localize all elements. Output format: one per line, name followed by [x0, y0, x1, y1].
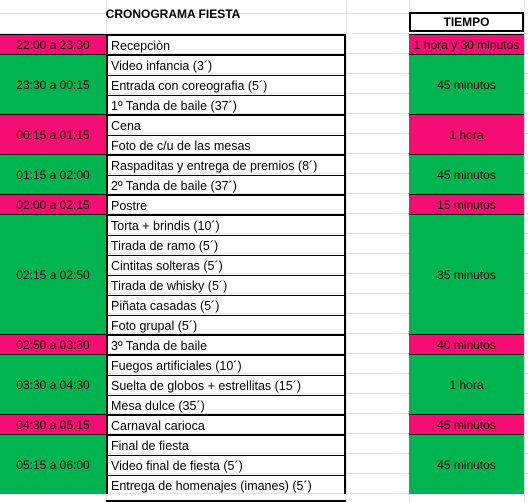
duration-cell[interactable]: 35 minutos	[409, 214, 524, 334]
duration-cell[interactable]: 1 hora	[409, 114, 524, 154]
duration-cell[interactable]: 45 minutos	[409, 434, 524, 494]
activity-cell[interactable]: Tirada de ramo (5´)	[108, 236, 344, 256]
activity-cell[interactable]: Raspaditas y entrega de premios (8´)	[108, 156, 344, 176]
activity-cell[interactable]: Fuegos artificiales (10´)	[108, 356, 344, 376]
activity-cell[interactable]: Suelta de globos + estrellitas (15´)	[108, 376, 344, 396]
activity-cell[interactable]: Entrega de homenajes (imanes) (5´)	[111, 479, 312, 493]
time-slot-cell[interactable]: 23:30 a 00:15	[0, 54, 106, 114]
activity-group	[106, 354, 346, 414]
time-slot-cell[interactable]: 02:15 a 02:50	[0, 214, 106, 334]
activity-group	[106, 34, 346, 54]
activity-group	[106, 434, 346, 494]
time-slot-cell[interactable]: 02:00 a 02:15	[0, 194, 106, 214]
activity-group	[106, 414, 346, 434]
activity-cell[interactable]: Tirada de whisky (5´)	[108, 276, 344, 296]
activity-cell[interactable]: Video infancia (3´)	[108, 56, 344, 76]
time-slot-cell[interactable]: 22:00 a 23:30	[0, 34, 106, 54]
activity-cell[interactable]: 1º Tanda de baile (37´)	[111, 99, 237, 113]
activity-cell[interactable]: Piñata casadas (5´)	[108, 296, 344, 316]
duration-cell[interactable]: 45 minutos	[409, 154, 524, 194]
activity-group	[106, 154, 346, 194]
activity-cell[interactable]: 3º Tanda de baile	[111, 339, 208, 353]
page-title: CRONOGRAMA FIESTA	[105, 7, 241, 21]
activity-cell[interactable]: Entrada con coreografia (5´)	[108, 76, 344, 96]
activity-cell[interactable]: Postre	[111, 199, 148, 213]
activity-group	[106, 334, 346, 354]
activity-cell[interactable]: Cintitas solteras (5´)	[108, 256, 344, 276]
activity-cell[interactable]: Foto grupal (5´)	[111, 319, 198, 333]
activity-cell[interactable]: Final de fiesta	[108, 436, 344, 456]
activity-group	[106, 214, 346, 334]
activity-cell[interactable]: 2º Tanda de baile (37´)	[111, 179, 237, 193]
time-slot-cell[interactable]: 00:15 a 01:15	[0, 114, 106, 154]
duration-cell[interactable]: 1 hora	[409, 354, 524, 414]
time-slot-cell[interactable]: 03:30 a 04:30	[0, 354, 106, 414]
time-slot-cell[interactable]: 01:15 a 02:00	[0, 154, 106, 194]
activity-group	[106, 194, 346, 214]
time-slot-cell[interactable]: 05:15 a 06:00	[0, 434, 106, 494]
duration-cell[interactable]: 40 minutos	[409, 334, 524, 354]
activity-cell[interactable]: Carnaval carioca	[111, 419, 205, 433]
activity-cell[interactable]: Cena	[108, 116, 344, 136]
activity-cell[interactable]: Video final de fiesta (5´)	[108, 456, 344, 476]
activity-group	[106, 114, 346, 154]
activity-cell[interactable]: Recepciòn	[111, 39, 171, 53]
duration-cell[interactable]: 15 minutos	[409, 194, 524, 214]
duration-cell[interactable]: 45 minutos	[409, 414, 524, 434]
time-slot-cell[interactable]: 04:30 a 05:15	[0, 414, 106, 434]
activity-cell[interactable]: Foto de c/u de las mesas	[111, 139, 251, 153]
activity-cell[interactable]: Torta + brindis (10´)	[108, 216, 344, 236]
activity-group	[106, 54, 346, 114]
duration-column-header[interactable]: TIEMPO	[409, 12, 524, 32]
time-slot-cell[interactable]: 02:50 a 03:30	[0, 334, 106, 354]
duration-cell[interactable]: 1 hora y 30 minutos	[409, 34, 524, 54]
duration-cell[interactable]: 45 minutos	[409, 54, 524, 114]
activity-cell[interactable]: Mesa dulce (35´)	[111, 399, 205, 413]
